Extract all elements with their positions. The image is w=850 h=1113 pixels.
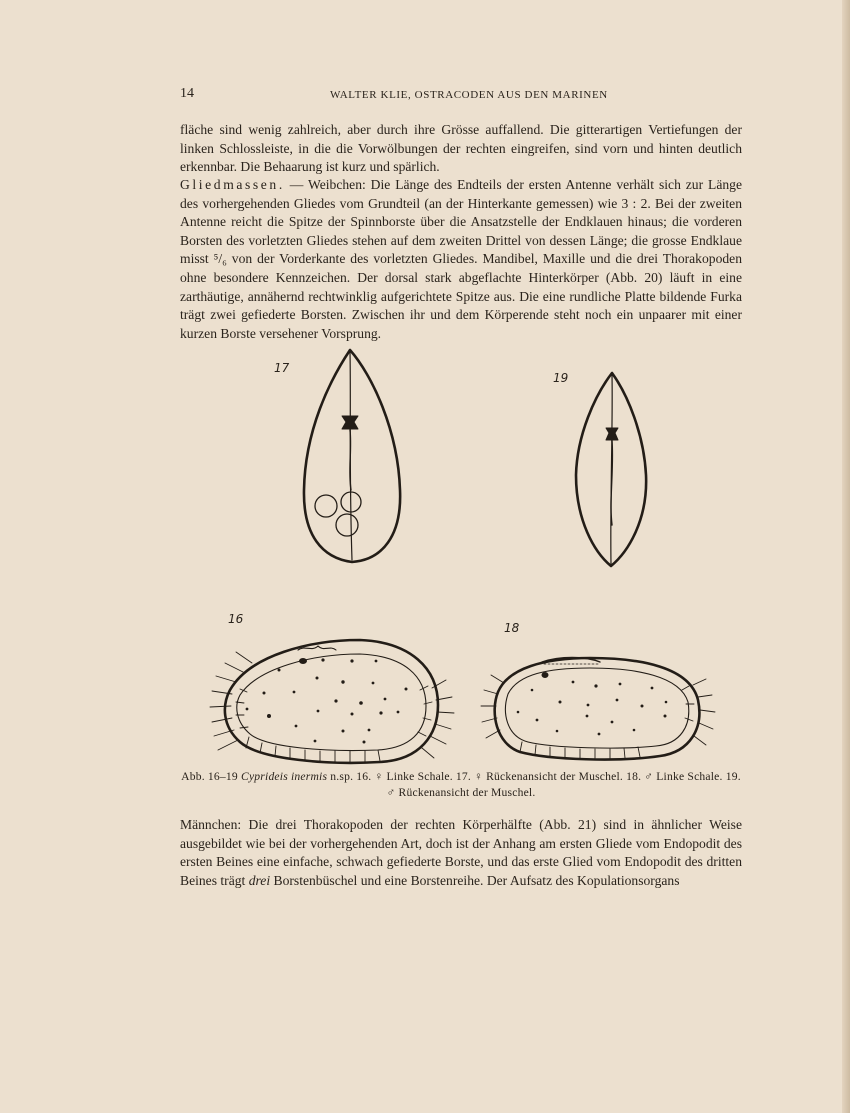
page-header: [180, 86, 740, 106]
paragraph-male-part-b: Borstenbüschel und eine Borstenreihe. Der Aufsatz des Kopulationsorgans: [270, 872, 680, 888]
section-heading-gliedmassen: Gliedmassen.: [180, 177, 285, 192]
figure-label-17: 17: [274, 361, 290, 375]
figure-19-dorsal-view-male: [576, 373, 646, 566]
paragraph-male: [180, 816, 742, 890]
paragraph-limbs-body: — Weibchen: Die Länge des Endteils der ersten Antenne verhält sich zur Länge des vorhergehenden Gliedes vom Grundteil (an der Hinterkante gemessen) wie 3 : 2. Bei der zweiten Antenne reicht die Spitze der Spinnborste über die Ansatzstelle der Endklauen hinaus; die vorderen Borsten des vorletzten Gliedes stehen auf dem zweiten Drittel von dessen Länge; die grosse Endklaue misst ⁵/₆ von der Vorderkante des vorletzten Gliedes. Mandibel, Maxille und die drei Thorakopoden ohne besondere Kennzeichen. Der dorsal stark abgeflachte Hinterkörper (Abb. 20) läuft in eine zarthäutige, annähernd rechtwinklig aufgerichtete Spitze aus. Die eine rundliche Platte bildende Furka trägt zwei gefiederte Borsten. Zwischen ihr und dem Körperende steht noch ein unpaarer mit einer kurzen Borste versehener Vorsprung.: [180, 177, 742, 341]
caption-text: n.sp. 16. ♀ Linke Schale. 17. ♀ Rückenansicht der Muschel. 18. ♂ Linke Schale. 19. ♂ Rückenansicht der Muschel.: [327, 770, 741, 799]
caption-prefix: Abb. 16–19: [181, 770, 242, 783]
figure-label-18: 18: [504, 621, 520, 635]
page-number: 14: [180, 86, 194, 101]
caption-species: Cyprideis inermis: [241, 770, 328, 783]
paragraph-shell-description: fläche sind wenig zahlreich, aber durch ihre Grösse auffallend. Die gitterartigen Vertiefungen der linken Schlossleiste, in die die Vorwölbungen der rechten eingreifen, sind vorn und hinten deutlich erkennbar. Die Behaarung ist kurz und spärlich.: [180, 122, 742, 175]
paragraph-male-part-a: Männchen: Die drei Thorakopoden der rechten Körperhälfte (Abb. 21) sind in ähnlicher Weise ausgebildet wie bei der vorhergehenden Art, doch ist der Anhang am ersten Gliede vom Endopodit des ersten Beines eine einfache, schwach gefiederte Borste, und das erste Glied vom Endopodit des dritten Beines trägt: [180, 817, 742, 888]
running-head: WALTER KLIE, OSTRACODEN AUS DEN MARINEN: [330, 89, 608, 101]
figure-label-16: 16: [228, 612, 244, 626]
paragraph-limbs: [180, 176, 742, 343]
paragraph-male-emphasis: drei: [248, 872, 271, 888]
figure-18-left-valve-male: [481, 658, 715, 760]
figure-16-left-valve-female: [210, 640, 454, 763]
figure-caption: [180, 769, 742, 801]
figure-17-dorsal-view-female: [304, 350, 400, 562]
figure-label-19: 19: [553, 371, 569, 385]
page-edge: [842, 0, 850, 1113]
